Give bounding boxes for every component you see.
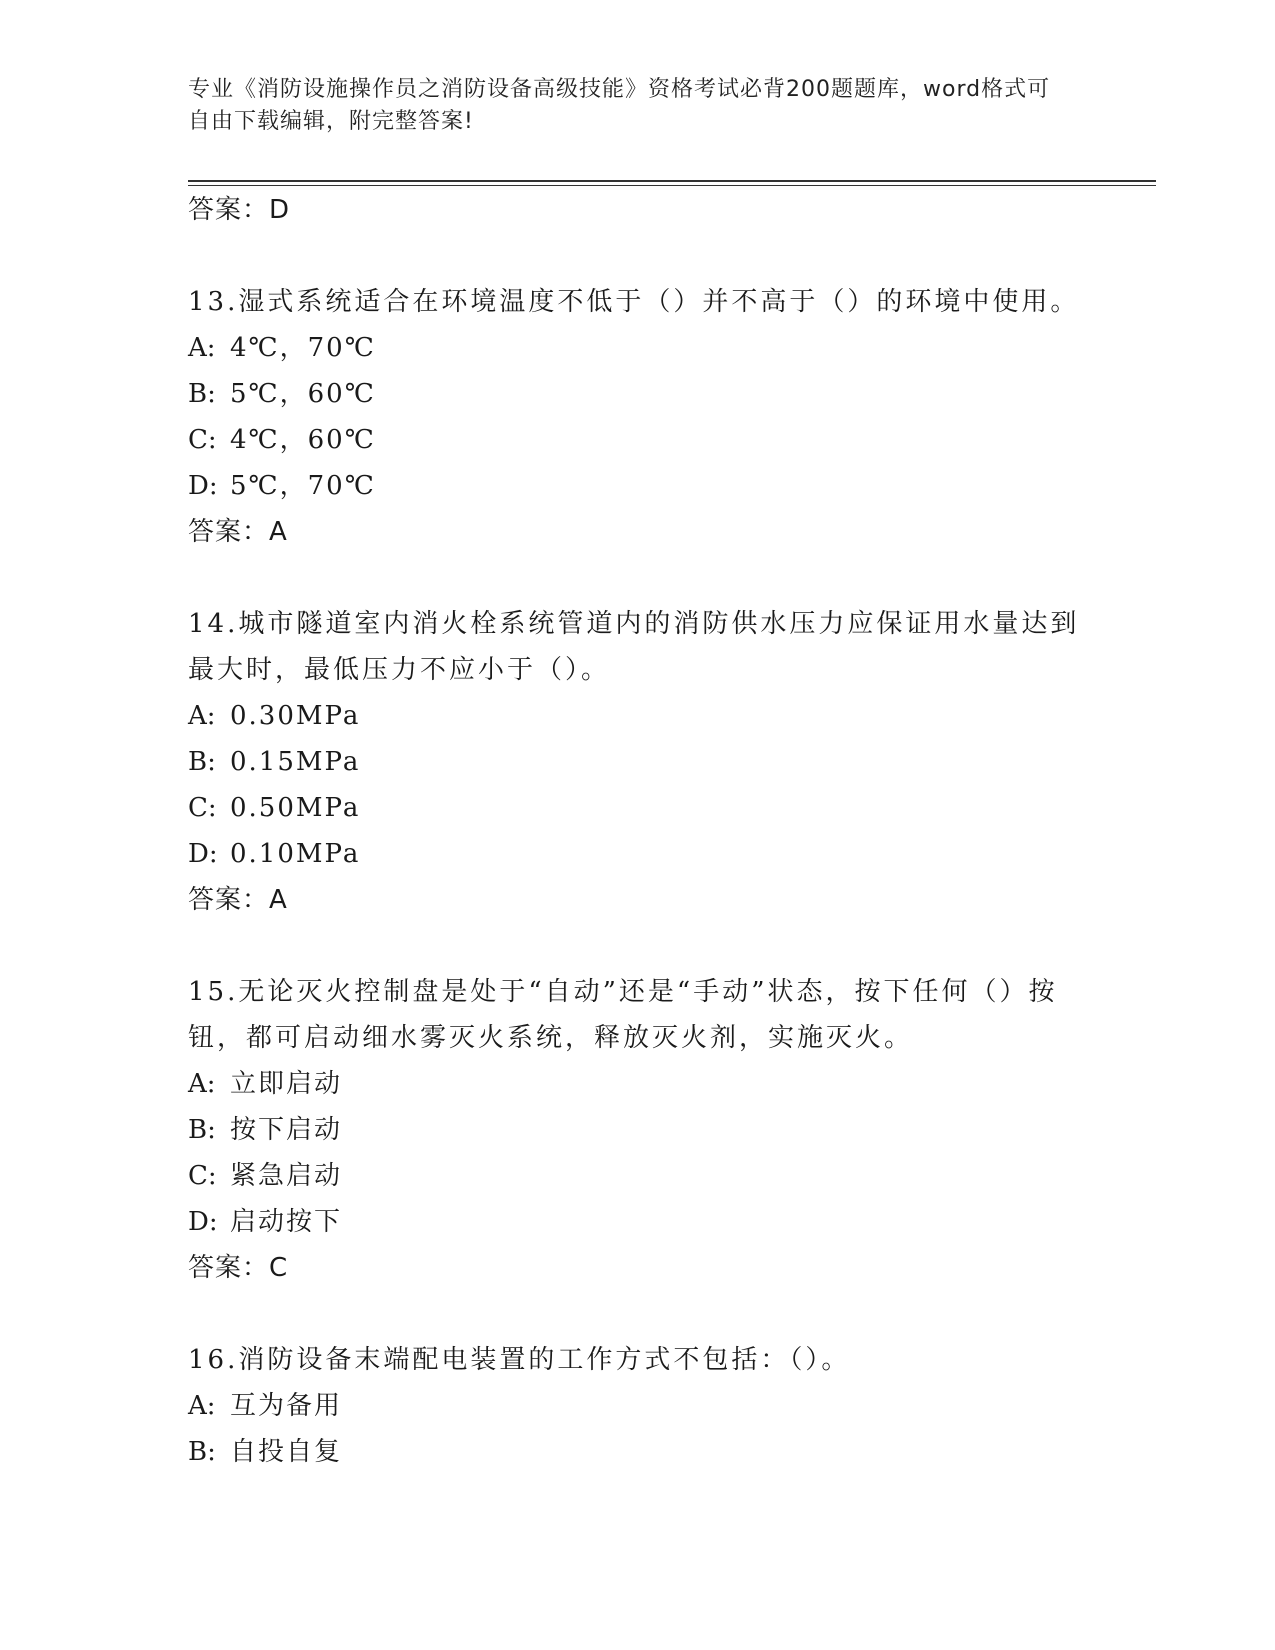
option-letter: C: bbox=[188, 793, 217, 823]
option-text: 5℃，60℃ bbox=[230, 379, 376, 409]
header-rule-thick bbox=[188, 180, 1156, 182]
option-b bbox=[188, 1429, 1088, 1475]
option-letter: B: bbox=[188, 1115, 216, 1145]
option-letter: D: bbox=[188, 471, 218, 501]
option-letter: D: bbox=[188, 1207, 218, 1237]
option-text: 0.50MPa bbox=[230, 793, 361, 823]
question-text: 16.消防设备末端配电装置的工作方式不包括：（）。 bbox=[188, 1345, 851, 1375]
question-14 bbox=[188, 601, 1088, 923]
answer-line: 答案：C bbox=[188, 1253, 289, 1283]
option-b bbox=[188, 371, 1088, 417]
option-letter: C: bbox=[188, 425, 217, 455]
option-c bbox=[188, 785, 1088, 831]
option-text: 紧急启动 bbox=[230, 1161, 343, 1191]
option-text: 立即启动 bbox=[230, 1069, 343, 1099]
option-letter: B: bbox=[188, 1437, 216, 1467]
option-c bbox=[188, 1153, 1088, 1199]
option-letter: D: bbox=[188, 839, 218, 869]
option-text: 自投自复 bbox=[230, 1437, 343, 1467]
option-text: 5℃，70℃ bbox=[230, 471, 376, 501]
option-text: 互为备用 bbox=[230, 1391, 343, 1421]
option-letter: A: bbox=[188, 1069, 216, 1099]
option-b bbox=[188, 739, 1088, 785]
option-text: 4℃，70℃ bbox=[230, 333, 376, 363]
question-text: 13.湿式系统适合在环境温度不低于（）并不高于（）的环境中使用。 bbox=[188, 287, 1080, 317]
option-letter: C: bbox=[188, 1161, 217, 1191]
answer-line: 答案：A bbox=[188, 885, 288, 915]
option-a bbox=[188, 1383, 1088, 1429]
option-d bbox=[188, 831, 1088, 877]
option-letter: A: bbox=[188, 333, 216, 363]
option-a bbox=[188, 693, 1088, 739]
option-text: 0.30MPa bbox=[230, 701, 361, 731]
question-text: 14.城市隧道室内消火栓系统管道内的消防供水压力应保证用水量达到最大时，最低压力不应小于（）。 bbox=[188, 609, 1080, 685]
option-d bbox=[188, 1199, 1088, 1245]
option-c bbox=[188, 417, 1088, 463]
header-rule-thin bbox=[188, 185, 1156, 186]
option-letter: B: bbox=[188, 747, 216, 777]
page-header: 专业《消防设施操作员之消防设备高级技能》资格考试必背200题题库，word格式可自由下载编辑，附完整答案! bbox=[188, 77, 1051, 134]
answer-line: 答案：A bbox=[188, 517, 288, 547]
option-a bbox=[188, 1061, 1088, 1107]
option-text: 0.10MPa bbox=[230, 839, 361, 869]
option-letter: A: bbox=[188, 1391, 216, 1421]
option-letter: B: bbox=[188, 379, 216, 409]
answer-line: 答案：D bbox=[188, 195, 291, 225]
option-b bbox=[188, 1107, 1088, 1153]
option-letter: A: bbox=[188, 701, 216, 731]
option-a bbox=[188, 325, 1088, 371]
option-text: 0.15MPa bbox=[230, 747, 361, 777]
question-text: 15.无论灭火控制盘是处于“自动”还是“手动”状态，按下任何（）按钮，都可启动细水雾灭火系统，释放灭火剂，实施灭火。 bbox=[188, 977, 1058, 1053]
question-15 bbox=[188, 969, 1088, 1291]
option-text: 按下启动 bbox=[230, 1115, 343, 1145]
question-16 bbox=[188, 1337, 1088, 1475]
question-list bbox=[188, 187, 1088, 1475]
option-text: 4℃，60℃ bbox=[230, 425, 376, 455]
option-text: 启动按下 bbox=[230, 1207, 343, 1237]
question-13 bbox=[188, 279, 1088, 555]
option-d bbox=[188, 463, 1088, 509]
